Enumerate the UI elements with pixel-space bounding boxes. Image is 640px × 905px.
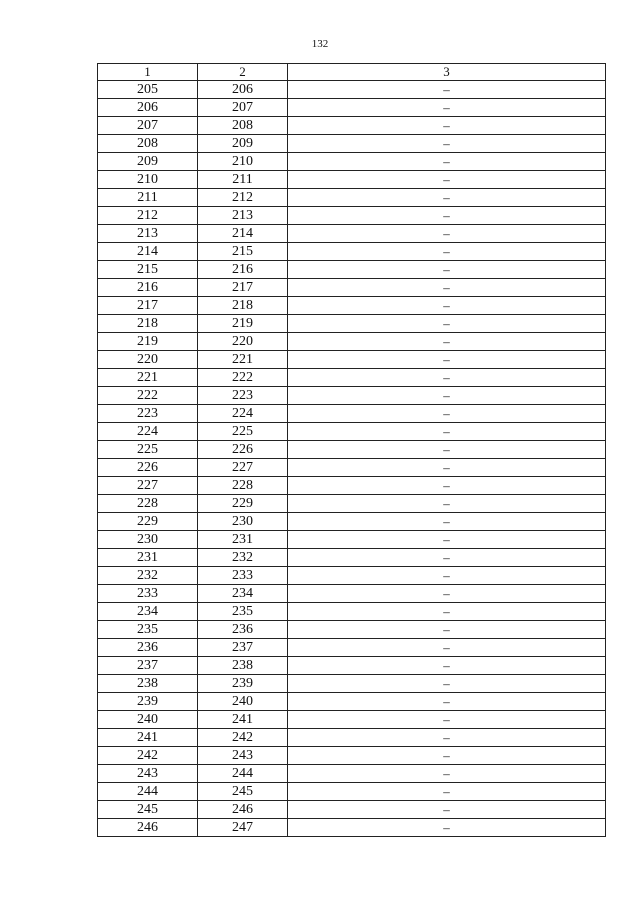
table-cell-col-3: – — [288, 189, 606, 207]
table-cell-col-3: – — [288, 315, 606, 333]
table-cell-col-1: 246 — [98, 819, 198, 837]
table-cell-col-1: 225 — [98, 441, 198, 459]
table-cell-col-3: – — [288, 135, 606, 153]
table-cell-col-3: – — [288, 747, 606, 765]
table-cell-col-2: 229 — [198, 495, 288, 513]
column-header-1: 1 — [98, 64, 198, 81]
table-row — [98, 351, 606, 369]
table-cell-col-3: – — [288, 729, 606, 747]
table-cell-col-2: 217 — [198, 279, 288, 297]
table-row — [98, 585, 606, 603]
table-cell-col-3: – — [288, 207, 606, 225]
table-row — [98, 549, 606, 567]
table-cell-col-1: 233 — [98, 585, 198, 603]
table-row — [98, 819, 606, 837]
table-cell-col-3: – — [288, 567, 606, 585]
table-row — [98, 639, 606, 657]
table-cell-col-3: – — [288, 711, 606, 729]
table-cell-col-3: – — [288, 495, 606, 513]
table-row — [98, 747, 606, 765]
table-cell-col-3: – — [288, 351, 606, 369]
table-cell-col-2: 228 — [198, 477, 288, 495]
table-cell-col-1: 229 — [98, 513, 198, 531]
table-cell-col-1: 224 — [98, 423, 198, 441]
table-body — [98, 81, 606, 837]
table-row — [98, 315, 606, 333]
table-cell-col-1: 226 — [98, 459, 198, 477]
table-cell-col-2: 216 — [198, 261, 288, 279]
table-cell-col-1: 216 — [98, 279, 198, 297]
table-cell-col-3: – — [288, 585, 606, 603]
table-cell-col-1: 221 — [98, 369, 198, 387]
table-row — [98, 387, 606, 405]
data-table — [97, 63, 606, 837]
table-cell-col-1: 239 — [98, 693, 198, 711]
table-cell-col-2: 223 — [198, 387, 288, 405]
table-row — [98, 297, 606, 315]
table-row — [98, 729, 606, 747]
table-row — [98, 765, 606, 783]
table-cell-col-3: – — [288, 81, 606, 99]
table-cell-col-3: – — [288, 333, 606, 351]
table-cell-col-3: – — [288, 99, 606, 117]
table-cell-col-2: 233 — [198, 567, 288, 585]
table-cell-col-2: 207 — [198, 99, 288, 117]
table-row — [98, 711, 606, 729]
table-cell-col-1: 234 — [98, 603, 198, 621]
table-row — [98, 207, 606, 225]
table-cell-col-3: – — [288, 783, 606, 801]
table-row — [98, 261, 606, 279]
table-cell-col-1: 208 — [98, 135, 198, 153]
table-cell-col-1: 217 — [98, 297, 198, 315]
table-row — [98, 477, 606, 495]
table-row — [98, 117, 606, 135]
table-cell-col-2: 244 — [198, 765, 288, 783]
table-cell-col-1: 243 — [98, 765, 198, 783]
table-cell-col-1: 223 — [98, 405, 198, 423]
table-row — [98, 333, 606, 351]
table-cell-col-2: 225 — [198, 423, 288, 441]
table-cell-col-3: – — [288, 621, 606, 639]
table-cell-col-2: 247 — [198, 819, 288, 837]
table-cell-col-2: 234 — [198, 585, 288, 603]
column-header-3: 3 — [288, 64, 606, 81]
table-row — [98, 693, 606, 711]
table-cell-col-1: 244 — [98, 783, 198, 801]
table-cell-col-1: 235 — [98, 621, 198, 639]
table-cell-col-1: 240 — [98, 711, 198, 729]
table-cell-col-1: 213 — [98, 225, 198, 243]
table-cell-col-2: 221 — [198, 351, 288, 369]
table-cell-col-1: 214 — [98, 243, 198, 261]
table-cell-col-2: 235 — [198, 603, 288, 621]
table-cell-col-3: – — [288, 369, 606, 387]
table-row — [98, 189, 606, 207]
table-cell-col-3: – — [288, 657, 606, 675]
table-cell-col-2: 211 — [198, 171, 288, 189]
table-cell-col-1: 230 — [98, 531, 198, 549]
table-cell-col-3: – — [288, 405, 606, 423]
table-cell-col-1: 212 — [98, 207, 198, 225]
table-cell-col-3: – — [288, 693, 606, 711]
table-cell-col-2: 220 — [198, 333, 288, 351]
table-cell-col-3: – — [288, 801, 606, 819]
table-row — [98, 495, 606, 513]
table-cell-col-2: 215 — [198, 243, 288, 261]
table-row — [98, 513, 606, 531]
table-cell-col-3: – — [288, 297, 606, 315]
table-row — [98, 423, 606, 441]
table-cell-col-1: 236 — [98, 639, 198, 657]
table-cell-col-2: 218 — [198, 297, 288, 315]
table-cell-col-3: – — [288, 819, 606, 837]
table-cell-col-2: 209 — [198, 135, 288, 153]
table-cell-col-1: 227 — [98, 477, 198, 495]
table-row — [98, 153, 606, 171]
table-row — [98, 81, 606, 99]
table-cell-col-1: 218 — [98, 315, 198, 333]
table-cell-col-1: 231 — [98, 549, 198, 567]
table-row — [98, 405, 606, 423]
table-cell-col-1: 205 — [98, 81, 198, 99]
table-cell-col-3: – — [288, 477, 606, 495]
table-cell-col-1: 209 — [98, 153, 198, 171]
table-row — [98, 369, 606, 387]
table-cell-col-3: – — [288, 603, 606, 621]
table-cell-col-2: 226 — [198, 441, 288, 459]
table-cell-col-3: – — [288, 639, 606, 657]
table-row — [98, 531, 606, 549]
page-number: 132 — [311, 38, 329, 50]
table-row — [98, 171, 606, 189]
table-header — [98, 64, 606, 81]
table-row — [98, 675, 606, 693]
table-row — [98, 441, 606, 459]
table-cell-col-2: 224 — [198, 405, 288, 423]
header-row — [98, 64, 606, 81]
table-cell-col-2: 236 — [198, 621, 288, 639]
table-cell-col-2: 241 — [198, 711, 288, 729]
table-cell-col-3: – — [288, 765, 606, 783]
table-row — [98, 99, 606, 117]
table-cell-col-2: 237 — [198, 639, 288, 657]
table-cell-col-2: 230 — [198, 513, 288, 531]
table-cell-col-1: 232 — [98, 567, 198, 585]
table-cell-col-2: 214 — [198, 225, 288, 243]
table-cell-col-2: 246 — [198, 801, 288, 819]
table-cell-col-2: 240 — [198, 693, 288, 711]
table-cell-col-3: – — [288, 549, 606, 567]
table-row — [98, 603, 606, 621]
table-cell-col-2: 245 — [198, 783, 288, 801]
table-cell-col-2: 208 — [198, 117, 288, 135]
table-cell-col-1: 245 — [98, 801, 198, 819]
table-cell-col-2: 243 — [198, 747, 288, 765]
table-cell-col-3: – — [288, 459, 606, 477]
table-cell-col-1: 219 — [98, 333, 198, 351]
table-cell-col-3: – — [288, 513, 606, 531]
table-row — [98, 243, 606, 261]
table-cell-col-2: 231 — [198, 531, 288, 549]
table-cell-col-2: 239 — [198, 675, 288, 693]
table-row — [98, 459, 606, 477]
table-cell-col-3: – — [288, 675, 606, 693]
table-cell-col-2: 242 — [198, 729, 288, 747]
table-row — [98, 279, 606, 297]
table-cell-col-3: – — [288, 117, 606, 135]
table-row — [98, 801, 606, 819]
table-cell-col-1: 215 — [98, 261, 198, 279]
table-cell-col-1: 210 — [98, 171, 198, 189]
table-cell-col-1: 211 — [98, 189, 198, 207]
table-cell-col-3: – — [288, 171, 606, 189]
table-cell-col-3: – — [288, 153, 606, 171]
table-cell-col-1: 206 — [98, 99, 198, 117]
table-cell-col-1: 222 — [98, 387, 198, 405]
table-cell-col-2: 219 — [198, 315, 288, 333]
table-cell-col-2: 213 — [198, 207, 288, 225]
table-row — [98, 657, 606, 675]
table-cell-col-2: 212 — [198, 189, 288, 207]
table-cell-col-3: – — [288, 423, 606, 441]
table-cell-col-1: 238 — [98, 675, 198, 693]
table-cell-col-1: 242 — [98, 747, 198, 765]
table-row — [98, 225, 606, 243]
table-cell-col-2: 210 — [198, 153, 288, 171]
table-cell-col-2: 222 — [198, 369, 288, 387]
table-cell-col-1: 207 — [98, 117, 198, 135]
table-cell-col-2: 227 — [198, 459, 288, 477]
table-cell-col-1: 241 — [98, 729, 198, 747]
table-cell-col-3: – — [288, 225, 606, 243]
table-cell-col-1: 228 — [98, 495, 198, 513]
table-cell-col-1: 220 — [98, 351, 198, 369]
table-cell-col-3: – — [288, 531, 606, 549]
table-cell-col-2: 238 — [198, 657, 288, 675]
table-cell-col-3: – — [288, 279, 606, 297]
column-header-2: 2 — [198, 64, 288, 81]
table-cell-col-2: 206 — [198, 81, 288, 99]
table-row — [98, 621, 606, 639]
table-row — [98, 783, 606, 801]
table-cell-col-3: – — [288, 441, 606, 459]
table-cell-col-3: – — [288, 243, 606, 261]
table-row — [98, 567, 606, 585]
table-cell-col-1: 237 — [98, 657, 198, 675]
table-cell-col-2: 232 — [198, 549, 288, 567]
table-cell-col-3: – — [288, 387, 606, 405]
table-row — [98, 135, 606, 153]
table-cell-col-3: – — [288, 261, 606, 279]
